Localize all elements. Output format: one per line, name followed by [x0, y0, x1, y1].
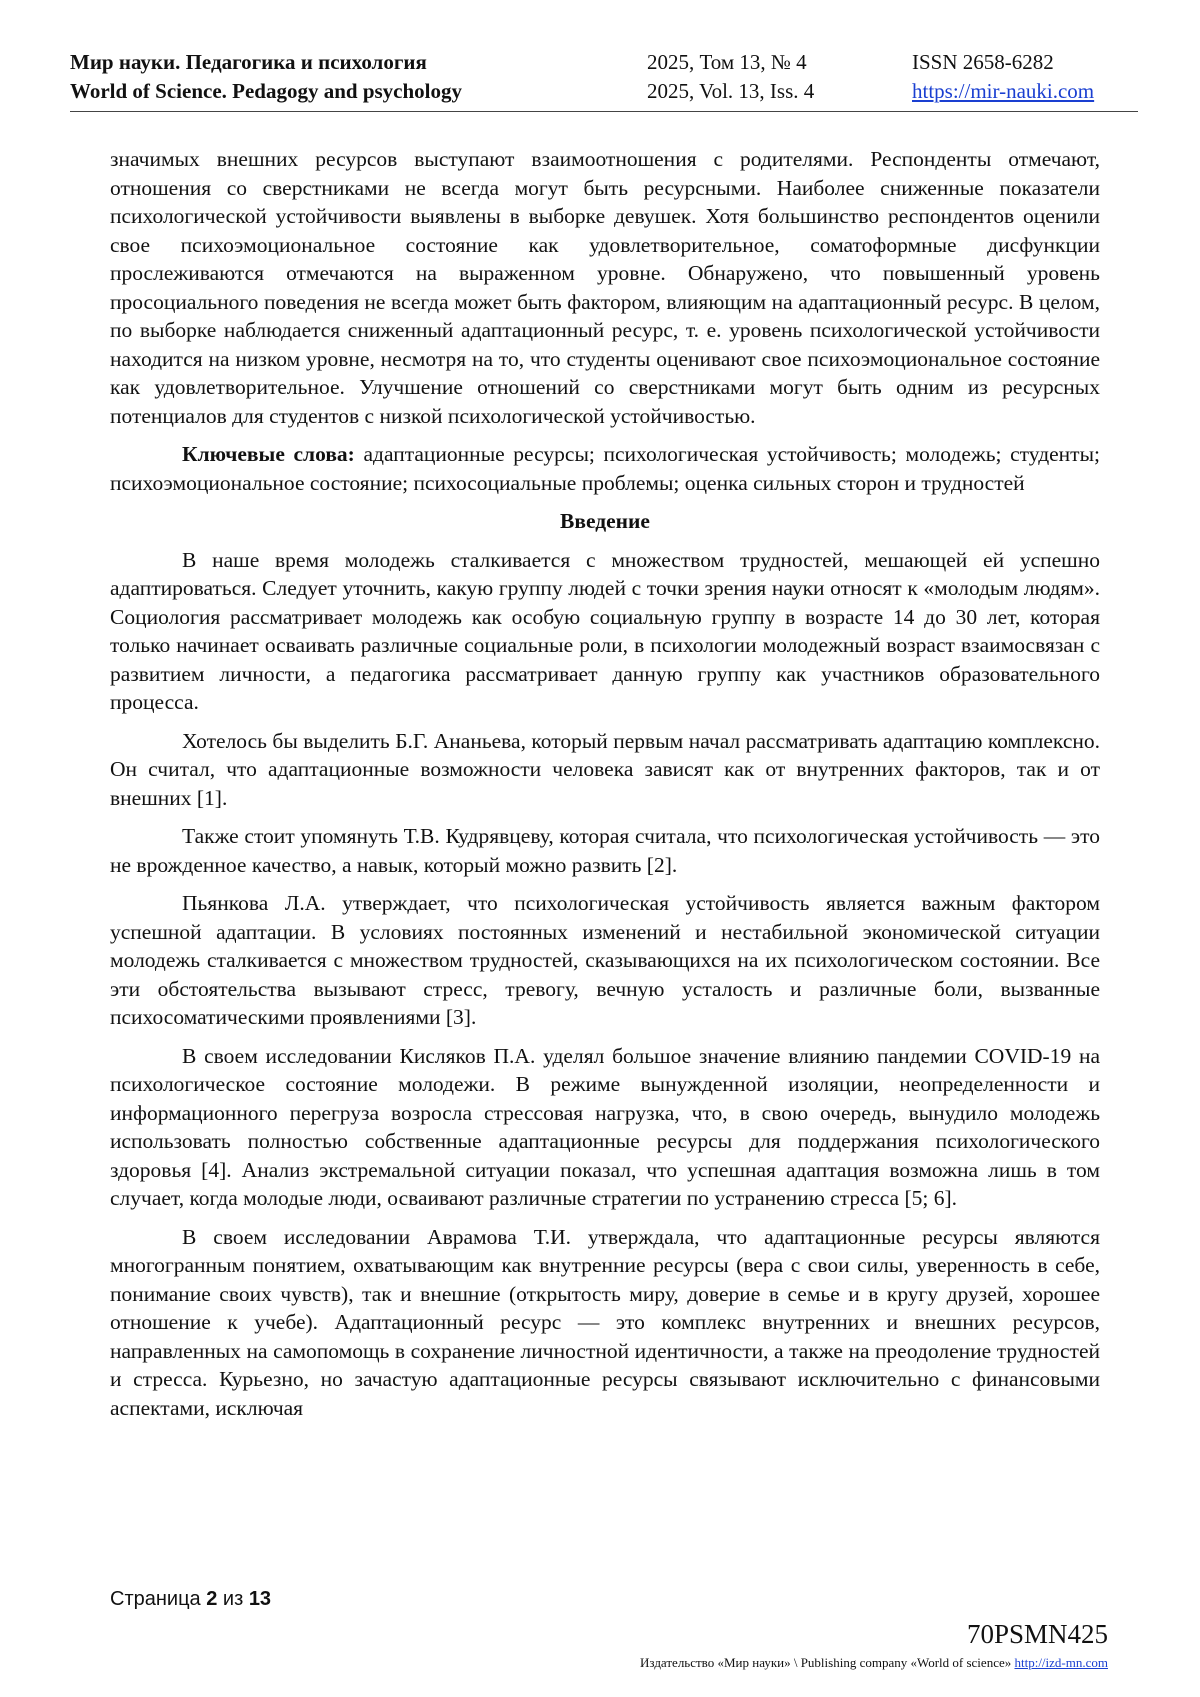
keywords-text: адаптационные ресурсы; психологическая устойчивость; молодежь; студенты; психоэмоциональное состояние; психосоциальные проблемы; оценка сильных сторон и трудностей [110, 442, 1100, 495]
keywords-paragraph [110, 440, 1100, 497]
intro-paragraph: Хотелось бы выделить Б.Г. Ананьева, который первым начал рассматривать адаптацию комплексно. Он считал, что адаптационные возможности человека зависят как от внутренних факторов, так и от внешних [1]. [110, 728, 1100, 810]
page-number [110, 1588, 271, 1611]
publisher-link[interactable]: http://izd-mn.com [1014, 1655, 1108, 1670]
publisher-text: Издательство «Мир науки» \ Publishing company «World of science» [640, 1655, 1012, 1670]
page-total: 13 [248, 1588, 272, 1610]
journal-title-ru: Мир науки. Педагогика и психология [70, 50, 427, 74]
intro-paragraph: В наше время молодежь сталкивается с множеством трудностей, мешающей ей успешно адаптироваться. Следует уточнить, какую группу людей с точки зрения науки относят к «молодым людям». Социология рассматривает молодежь как особую социальную группу в возрасте 14 до 30 лет, которая только начинает осваивать различные социальные роли, в психологии молодежный возраст взаимосвязан с развитием личности, а педагогика рассматривает данную группу как участников образовательного процесса. [110, 547, 1100, 714]
keywords-label: Ключевые слова: [182, 442, 355, 466]
issn-block [912, 48, 1152, 106]
issue-block [647, 48, 887, 106]
article-body [110, 145, 1100, 1432]
section-title-intro: Введение [560, 509, 650, 533]
issue-en: 2025, Vol. 13, Iss. 4 [647, 79, 815, 103]
intro-paragraph: Пьянкова Л.А. утверждает, что психологическая устойчивость является важным фактором успешной адаптации. В условиях постоянных изменений и нестабильной экономической ситуации молодежь сталкивается с множеством трудностей, сказывающихся на их психологическом состоянии. Все эти обстоятельства вызывают стресс, тревогу, вечную усталость и различные боли, вызванные психосоматическими проявлениями [3]. [110, 891, 1100, 1029]
issue-ru: 2025, Том 13, № 4 [647, 50, 807, 74]
article-code: 70PSMN425 [966, 1619, 1108, 1649]
page-of: из [222, 1588, 244, 1610]
abstract-continuation: значимых внешних ресурсов выступают взаимоотношения с родителями. Респонденты отмечают, отношения со сверстниками не всегда могут быть ресурсными. Наиболее сниженные показатели психологической устойчивости выявлены в выборке девушек. Хотя большинство респондентов оценили свое психоэмоциональное состояние как удовлетворительное, соматоформные дисфункции прослеживаются отмечаются на выраженном уровне. Обнаружено, что повышенный уровень просоциального поведения не всегда может быть фактором, влияющим на адаптационный ресурс. В целом, по выборке наблюдается сниженный адаптационный ресурс, т. е. уровень психологической устойчивости находится на низком уровне, несмотря на то, что студенты оценивают свое психоэмоциональное состояние как удовлетворительное. Улучшение отношений со сверстниками могут быть одним из ресурсных потенциалов для студентов с низкой психологической устойчивостью. [110, 147, 1100, 428]
intro-paragraph: Также стоит упомянуть Т.В. Кудрявцеву, которая считала, что психологическая устойчивость — это не врожденное качество, а навык, который можно развить [2]. [110, 824, 1100, 877]
header-divider [70, 111, 1138, 112]
intro-paragraph: В своем исследовании Аврамова Т.И. утверждала, что адаптационные ресурсы являются многогранным понятием, охватывающим как внутренние ресурсы (вера с свои силы, уверенность в себе, понимание своих чувств), так и внешние (открытость миру, доверие в семье и в кругу друзей, хорошее отношение к учебе). Адаптационный ресурс — это комплекс внутренних и внешних ресурсов, направленных на самопомощь в сохранение личностной идентичности, а также на преодоление трудностей и стресса. Курьезно, но зачастую адаптационные ресурсы связывают исключительно с финансовыми аспектами, исключая [110, 1224, 1100, 1420]
page-current: 2 [206, 1588, 218, 1610]
intro-paragraph: В своем исследовании Кисляков П.А. уделял большое значение влиянию пандемии COVID-19 на психологическое состояние молодежи. В режиме вынужденной изоляции, неопределенности и информационного перегруза возросла стрессовая нагрузка, что, в свою очередь, вынудило молодежь использовать полностью собственные адаптационные ресурсы для поддержания психологического здоровья [4]. Анализ экстремальной ситуации показал, что успешная адаптация возможна лишь в том случает, когда молодые люди, осваивают различные стратегии по устранению стресса [5; 6]. [110, 1043, 1100, 1210]
journal-title-block [70, 48, 630, 106]
issn: ISSN 2658-6282 [912, 50, 1054, 74]
journal-url-link[interactable]: https://mir-nauki.com [912, 79, 1095, 103]
journal-title-en: World of Science. Pedagogy and psychology [70, 79, 463, 103]
page-label: Страница [110, 1588, 201, 1610]
publisher-line [640, 1655, 1108, 1671]
